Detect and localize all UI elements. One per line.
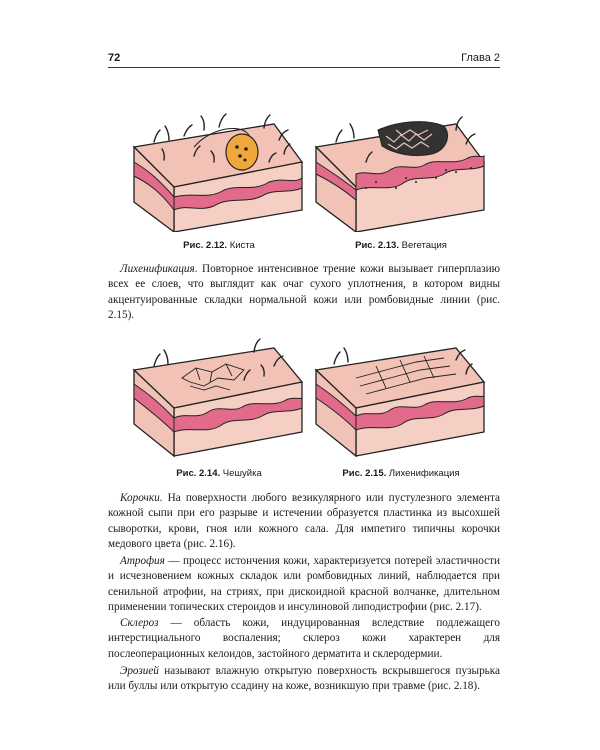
paragraph-text: . Повторное интенсивное трение кожи вызывает гиперплазию всех ее слоев, что выглядит как очаг сухого уплотнения, в котором видны акцентуированные складки нормальной кожи или ромбовидные линии (рис. 2.15).	[108, 263, 500, 321]
caption-fig-2-12	[124, 240, 314, 251]
page-number: 72	[108, 52, 121, 64]
paragraph-crusts	[108, 491, 500, 552]
caption-title: Вегетация	[401, 240, 447, 251]
figure-cyst-illustration	[124, 92, 314, 232]
paragraph-erosion	[108, 664, 500, 695]
paragraph-text: — процесс истончения кожи, характеризуется потерей эластичности и исчезновением кожных складок или ромбовидных линий, наблюдается при сенильной атрофии, на стриях, при дискоидной красной волчанке, длительном применении топических стероидов и инсулиновой липодистрофии (рис. 2.17).	[108, 555, 500, 613]
paragraph-sclerosis	[108, 616, 500, 662]
caption-fig-2-14	[124, 468, 314, 479]
chapter-title: Глава 2	[461, 52, 500, 64]
paragraph-lichenification	[108, 262, 500, 323]
caption-title: Киста	[229, 240, 255, 251]
caption-number: Рис. 2.15.	[342, 468, 387, 479]
caption-title: Чешуйка	[222, 468, 262, 479]
paragraph-atrophy	[108, 554, 500, 615]
paragraph-text: . На поверхности любого везикулярного или пустулезного элемента кожной сыпи при его разрыве и истечении образуется пластинка из высохшей сыворотки, крови, гноя или кожного сала. Для импетиго типичны корочки медового цвета (рис. 2.16).	[108, 492, 500, 550]
caption-fig-2-13	[306, 240, 496, 251]
paragraph-text: — область кожи, индуцированная вследствие подлежащего интерстициального воспаления; склероз кожи характерен для послеоперационных келоидов, застойного дерматита и склеродермии.	[108, 617, 500, 660]
paragraph-lead: Склероз	[120, 617, 159, 629]
paragraph-lead: Лихенификация	[120, 263, 195, 275]
caption-number: Рис. 2.12.	[183, 240, 228, 251]
paragraph-text: называют влажную открытую поверхность вскрывшегося пузырька или буллы или открытую ссадину на коже, возникшую при травме (рис. 2.18).	[108, 665, 500, 693]
figure-vegetation-illustration	[306, 92, 496, 232]
caption-fig-2-15	[306, 468, 496, 479]
caption-number: Рис. 2.14.	[176, 468, 221, 479]
caption-number: Рис. 2.13.	[355, 240, 399, 251]
paragraph-lead: Атрофия	[120, 555, 165, 567]
paragraph-lead: Корочки	[120, 492, 160, 504]
figure-scale-illustration	[124, 320, 314, 460]
header-rule	[108, 67, 500, 68]
paragraph-lead: Эрозией	[120, 665, 159, 677]
running-header	[108, 52, 500, 68]
caption-title: Лихенификация	[388, 468, 460, 479]
figure-lichenification-illustration	[306, 320, 496, 460]
